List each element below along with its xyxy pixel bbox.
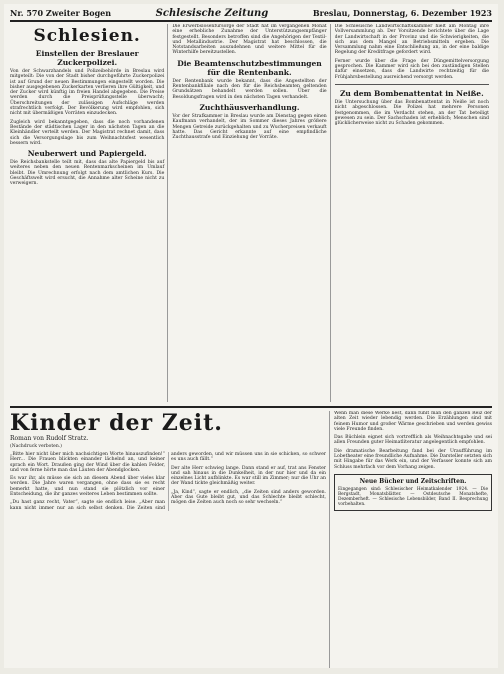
lower-section — [10, 406, 492, 668]
issue-number: Nr. 570 Zweiter Bogen — [10, 8, 112, 18]
article-paragraph: Die Untersuchung über das Bombenattentat in Neiße ist noch nicht abgeschlossen. Die Polizei hat mehrere Personen festgenommen, die im Verdacht stehen, an der Tat beteiligt gewesen zu sein. Der Sachschaden ist erheblich; Menschen sind glücklicherweise nicht zu Schaden gekommen. — [334, 99, 489, 127]
column-3 — [335, 24, 492, 402]
review-paragraph: Die dramatische Bearbeitung fand bei der Uraufführung im Lobetheater eine freundliche Aufnahme. Die Darsteller setzten sich mit Hingabe für das Werk ein, und der Verfasser konnte sich am Schluss mehrfach vor dem Vorhang zeigen. — [334, 448, 492, 470]
notice-box — [334, 474, 492, 511]
review-column — [334, 411, 492, 668]
section-title: Schlesien. — [33, 26, 141, 46]
feuilleton — [10, 411, 330, 668]
novel-byline: Roman von Rudolf Stratz. — [10, 435, 89, 442]
article-paragraph: Die Reichsbankstelle teilt mit, dass das alte Papiergeld bis auf weiteres neben den neuen Rentenmarkscheinen im Umlauf bleibt. Die Umrechnung erfolgt nach dem amtlichen Kurs. Die Geschäftswelt wird ersucht, die Annahme alter Scheine nicht zu verweigern. — [10, 160, 165, 187]
paper-name: Schlesische Zeitung — [155, 7, 269, 19]
article-paragraph: Die Erwerbslosenfürsorge der Stadt hat im vergangenen Monat eine erhebliche Zunahme der Unterstützungsempfänger festgestellt. Besonders betroffen sind die Angehörigen der Textil- und Metallindustrie. Der Magistrat hat beschlossen, die Notstandsarbeiten auszudehnen und weitere Mittel für die Winterhilfe bereitzustellen. — [172, 24, 327, 56]
article-heading: Neuberwert und Papiergeld. — [27, 149, 147, 159]
article-paragraph: Zugleich wird bekanntgegeben, dass die noch vorhandenen Bestände der städtischen Lager in den nächsten Tagen an die Kleinhändler verteilt werden. Der Magistrat rechnet damit, dass sich die Versorgungslage bis zum Weihnachtsfest wesentlich bessern wird. — [10, 119, 165, 146]
divider — [335, 84, 489, 85]
article-paragraph: Von der Schwarzhandels und Polizeibehörde in Breslau wird mitgeteilt: Die von der Stadt bisher durchgeführte Zuckerpolizei ist auf Grund der neuen Bestimmungen eingestellt worden. Die bisher ausgegebenen Zuckerkarten verlieren ihre Gültigkeit, und der Zucker wird künftig im freien Handel abgegeben. Die Preise werden durch die Preisprüfungsstelle überwacht; Überschreitungen der zulässigen Aufschläge werden strafrechtlich verfolgt. Der Bevölkerung wird empfohlen, sich nicht mit übermäßigen Vorräten einzudecken. — [10, 69, 165, 117]
novel-paragraph: „Bitte hier nicht über mich nachsichtigen Worte hinauszufinden!“ Herr... Die Frauen blickten einander lächelnd an, und keiner sprach ein Wort. Draußen ging der Wind über die kahlen Felder, und von ferne hörte man das Läuten der Abendglocken. — [10, 452, 165, 473]
novel-paragraph: „Du hast ganz recht, Vater“, sagte sie endlich leise. „Aber man kann nicht immer nur an sich selbst denken. Die Zeiten sind anders geworden, und wir müssen uns in sie schicken, so schwer es uns auch fällt.“ — [10, 452, 326, 511]
notice-title: Neue Bücher und Zeitschriften. — [359, 477, 467, 485]
novel-paragraph: Der alte Herr schwieg lange. Dann stand er auf, trat ans Fenster und sah hinaus in die Dunkelheit, in der nur hier und da ein einzelnes Licht aufblinkte. Es war still im Zimmer; nur die Uhr an der Wand tickte gleichmäßig weiter. — [171, 465, 326, 487]
article-paragraph: Die Schlesische Landwirtschaftskammer hielt am Montag ihre Vollversammlung ab. Der Vorsitzende berichtete über die Lage der Landwirtschaft in der Provinz und die Schwierigkeiten, die sich aus dem Mangel an Betriebsmitteln ergeben. Die Versammlung nahm eine Entschließung an, in der eine baldige Regelung der Kreditfrage gefordert wird. — [334, 24, 489, 56]
column-2 — [172, 24, 330, 402]
article-paragraph: Der Rentenbank wurde bekannt, dass die Angestellten der Rentenbankfiliale nach den für die Reichsbeamten geltenden Grundsätzen behandelt werden sollen. Über die Besoldungsfragen wird in den nächsten Tagen verhandelt. — [172, 78, 327, 100]
date-line: Breslau, Donnerstag, 6. Dezember 1923 — [312, 8, 492, 18]
newspaper-page — [4, 4, 498, 668]
review-paragraph: Wenn man diese Werke liest, dann fühlt man den ganzen Reiz der alten Zeit wieder lebendig werden. Die Erzählungen sind mit feinem Humor und großer Wärme geschrieben und werden gewiss viele Freunde finden. — [334, 411, 492, 432]
article-paragraph: Vor der Strafkammer in Breslau wurde am Dienstag gegen einen Kaufmann verhandelt, der im Sommer dieses Jahres größere Mengen Getreide zurückgehalten und zu Wucherpreisen verkauft hatte. Das Gericht erkannte auf eine empfindliche Zuchthausstrafe und Einziehung der Vorräte. — [172, 113, 327, 141]
novel-paragraph: Es war ihr, als müsse sie sich an diesem Abend über vieles klar werden. Die Jahre waren vergangen, ohne dass sie es recht bemerkt hatte, und nun stand sie plötzlich vor einer Entscheidung, die ihr ganzes weiteres Leben bestimmen sollte. — [10, 476, 165, 498]
review-paragraph: Das Büchlein eignet sich vortrefflich als Weihnachtsgabe und sei allen Freunden guter Heimatliteratur angelegentlich empfohlen. — [334, 435, 492, 446]
upper-columns — [10, 24, 492, 402]
reprint-notice: (Nachdruck verboten.) — [10, 444, 62, 449]
article-heading: Zu dem Bombenattentat in Neiße. — [339, 88, 484, 98]
masthead — [10, 6, 492, 22]
notice-text: Eingegangen sind: Schlesischer Heimatkalender 1924. — Die Bergstadt, Monatsblätter. — Ostdeutsche Monatshefte, Dezemberheft. — Schlesische Lebensbilder, Band II. Besprechung vorbehalten. — [338, 486, 488, 507]
novel-paragraph: „Ja, Kind“, sagte er endlich, „die Zeiten sind anders geworden. Aber das Gute bleibt gut, und das Schlechte bleibt schlecht, mögen die Zeiten auch noch so sehr wechseln.“ — [171, 489, 326, 506]
article-paragraph: Ferner wurde über die Frage der Düngemittelversorgung gesprochen. Die Kammer wird sich bei den zuständigen Stellen dafür einsetzen, dass die Landwirte rechtzeitig für die Frühjahrsbestellung ausreichend versorgt werden. — [334, 58, 489, 80]
article-heading: Die Beamtenschutzbestimmungen für die Rentenbank. — [177, 58, 322, 77]
column-1 — [10, 24, 168, 402]
novel-title: Kinder der Zeit. — [10, 411, 223, 436]
article-heading: Einstellen der Breslauer Zuckerpolizei. — [35, 49, 139, 67]
feuilleton-text — [10, 452, 326, 511]
article-heading: Zuchthäusverhandlung. — [199, 102, 300, 112]
